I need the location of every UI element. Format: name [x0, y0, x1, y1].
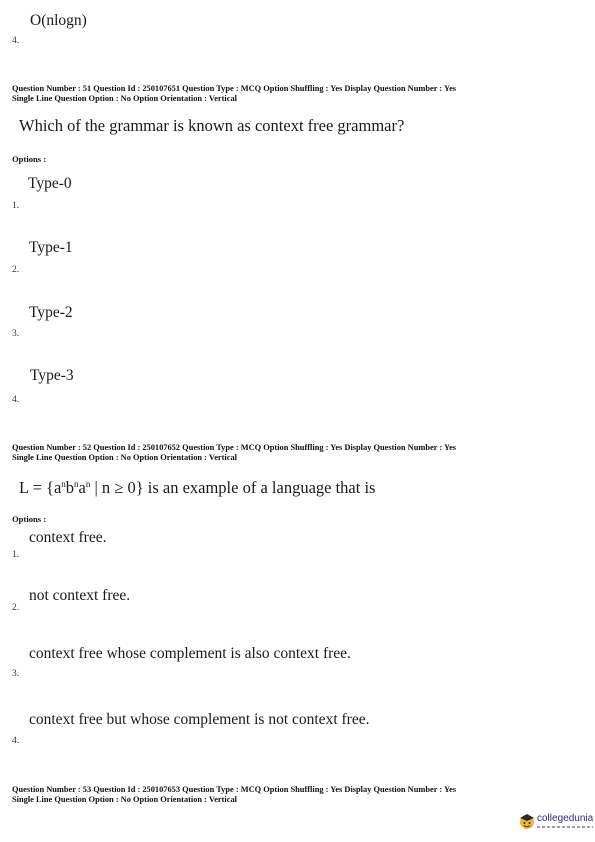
option-3-number: 3. [12, 669, 20, 679]
option-4-text: context free but whose complement is not context free. [29, 711, 370, 728]
option-number: 4. [12, 36, 20, 46]
option-1-text: Type-0 [28, 175, 72, 192]
options-label: Options : [12, 514, 47, 524]
option-3-number: 3. [12, 329, 20, 339]
option-1-text: context free. [29, 529, 107, 546]
question-meta: Question Number : 53 Question Id : 250107653 Question Type : MCQ Option Shuffling : Yes Display Question Number : Yes Single Line Question Option : No Option Orientation : Vertical [12, 785, 457, 804]
option-4-number: 4. [12, 395, 20, 405]
option-3-text: Type-2 [29, 304, 73, 321]
collegedunia-logo [519, 811, 595, 835]
options-label: Options : [12, 154, 47, 164]
question-text: $L = \{a^nb^na^n$ | n ≥ 0} is an example of a language that is [19, 478, 376, 497]
question-meta: Question Number : 51 Question Id : 250107651 Question Type : MCQ Option Shuffling : Yes Display Question Number : Yes Single Line Question Option : No Option Orientation : Vertical [12, 84, 457, 103]
option-1-number: 1. [12, 550, 20, 560]
option-2-text: not context free. [29, 587, 131, 604]
question-text: Which of the grammar is known as context free grammar? [19, 116, 405, 135]
option-1-number: 1. [12, 201, 20, 211]
option-2-text: Type-1 [29, 239, 73, 256]
option-4-number: 4. [12, 736, 20, 746]
option-3-text: context free whose complement is also context free. [29, 645, 351, 662]
option-4-text: Type-3 [30, 367, 74, 384]
option-2-number: 2. [12, 603, 20, 613]
option-text: O(nlogn) [30, 12, 87, 29]
logo-tagline-decoration [537, 826, 593, 828]
logo-text: collegedunia [537, 813, 594, 824]
option-2-number: 2. [12, 265, 20, 275]
collegedunia-logo-icon [519, 812, 535, 830]
question-meta: Question Number : 52 Question Id : 250107652 Question Type : MCQ Option Shuffling : Yes Display Question Number : Yes Single Line Question Option : No Option Orientation : Vertical [12, 443, 457, 462]
